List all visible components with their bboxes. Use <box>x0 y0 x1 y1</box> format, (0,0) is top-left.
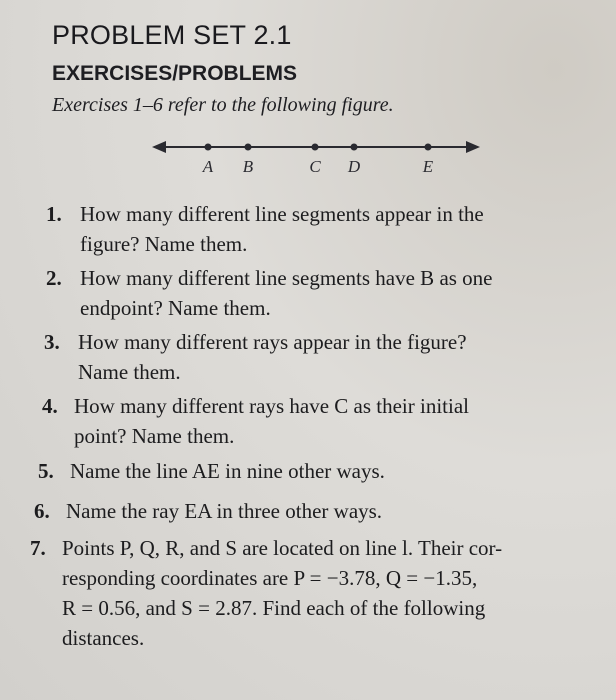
point-d-label: D <box>347 157 361 176</box>
point-e-label: E <box>422 157 434 176</box>
problem-number: 6. <box>34 499 50 523</box>
problem-number: 1. <box>46 202 62 226</box>
problem-text-line: Name the ray EA in three other ways. <box>66 499 383 523</box>
problem-text-line: How many different rays have C as their initial <box>74 394 470 418</box>
problem-number: 4. <box>42 394 58 418</box>
section-heading: EXERCISES/PROBLEMS <box>52 62 298 85</box>
problem-number: 3. <box>44 330 60 354</box>
problem-text-line: figure? Name them. <box>80 232 248 256</box>
problem-text-line: Name them. <box>78 360 181 384</box>
problem-text-line: Name the line AE in nine other ways. <box>70 459 385 483</box>
problem-text-line: R = 0.56, and S = 2.87. Find each of the following <box>62 596 486 620</box>
problem-text-line: How many different rays appear in the figure? <box>78 330 467 354</box>
problem-number: 5. <box>38 459 54 483</box>
figure-intro: Exercises 1–6 refer to the following figure. <box>52 94 394 116</box>
problem-number: 2. <box>46 266 62 290</box>
problem-text-line: endpoint? Name them. <box>80 296 271 320</box>
problem-text-line: Points P, Q, R, and S are located on line l. Their cor- <box>62 536 503 560</box>
point-a-label: A <box>202 157 214 176</box>
problem-text-line: point? Name them. <box>74 424 235 448</box>
point-b-label: B <box>242 157 254 176</box>
problem-number: 7. <box>30 536 46 560</box>
problem-text-line: How many different line segments have B as one <box>80 266 493 290</box>
page-title: PROBLEM SET 2.1 <box>52 20 292 50</box>
problem-text-line: distances. <box>62 626 145 650</box>
point-c-label: C <box>309 157 321 176</box>
problem-text-line: responding coordinates are P = −3.78, Q = −1.35, <box>62 566 478 590</box>
problem-text-line: How many different line segments appear in the <box>80 202 484 226</box>
